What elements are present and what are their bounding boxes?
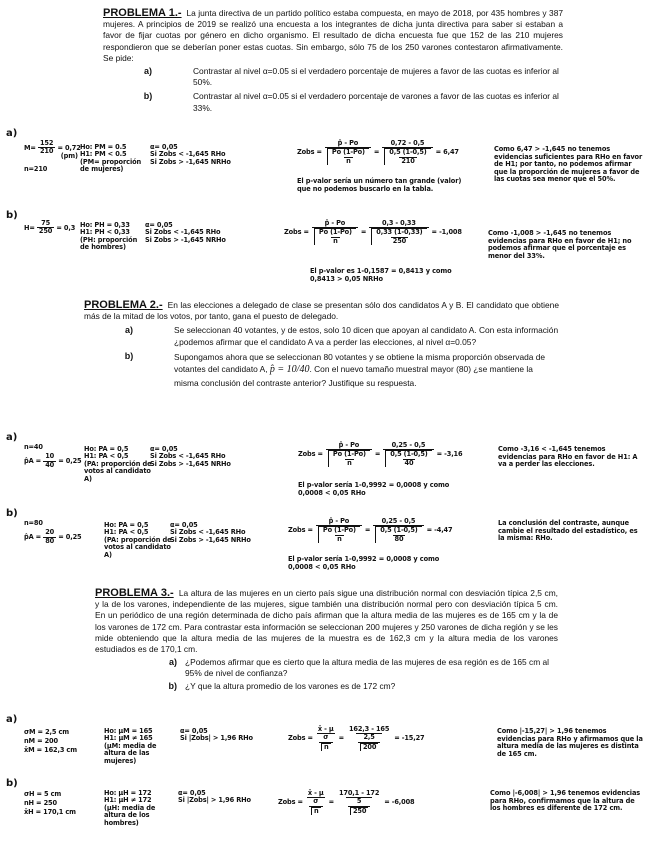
inner-num: Po (1-Po) bbox=[332, 450, 366, 459]
null-hypothesis: Ho: PA = 0,5 bbox=[84, 445, 129, 453]
item-label: b) bbox=[168, 680, 177, 691]
solution-3a-hypotheses bbox=[104, 728, 174, 766]
fraction-denominator: 250 bbox=[38, 227, 53, 236]
decision-rule-2: Si Zobs > -1,645 NRHo bbox=[145, 235, 226, 244]
item-text-part2: . Con el nuevo tamaño muestral mayor (80) ¿se mantiene la misma conclusión del contraste anterior? Justifique su respuesta. bbox=[174, 364, 533, 388]
inner-den-wrap bbox=[319, 742, 333, 751]
inner-num: 5 bbox=[356, 797, 362, 806]
item-label: b) bbox=[124, 350, 134, 361]
alpha: α= 0,05 bbox=[150, 445, 178, 453]
item-label: b) bbox=[143, 91, 153, 102]
solution-3b-formula: Zobs = $\frac{x̄ - \mu}{\frac{\sigma}{n}}$ = $\frac{170,1 - 172}{\frac{5}{250}}$ = -6,008 bbox=[278, 789, 415, 815]
item-label: a) bbox=[168, 657, 177, 668]
solution-1b-formula: Zobs = $\frac{p̂ - Po}{\frac{Po (1-Po)}{n}}$ = $\frac{0,3 - 0,33}{\frac{0,33 (1-0,33)}{250}}$ = -1,008 bbox=[284, 219, 462, 245]
null-hypothesis: Ho: PM = 0.5 bbox=[80, 143, 127, 151]
problem-1-statement bbox=[103, 8, 563, 64]
alt-hypothesis: H1: PH < 0,33 bbox=[80, 228, 130, 237]
formula-numerator: 162,3 - 165 bbox=[348, 725, 390, 733]
solution-2a-data bbox=[24, 444, 81, 469]
formula-general bbox=[316, 518, 362, 543]
hypothesis-note: (μH: media de altura de los hombres) bbox=[104, 803, 156, 827]
item-text: Se seleccionan 40 votantes, y de estos, solo 10 dicen que apoyan al candidato A. Con esta información ¿podemos afirmar que el candidato A va a perder las elecciones, al nivel α=0.05? bbox=[174, 325, 559, 347]
proportion-fraction bbox=[38, 140, 55, 156]
formula-numerator: 0,72 - 0,5 bbox=[390, 139, 425, 147]
formula-denominator bbox=[326, 449, 372, 467]
zobs-result: = -15,27 bbox=[394, 733, 425, 742]
inner-den: n bbox=[333, 236, 338, 245]
inner-num: 0,33 (1-0,33) bbox=[376, 228, 423, 237]
sqrt bbox=[371, 228, 426, 245]
inner-fraction bbox=[331, 451, 368, 467]
sample-size: nM = 200 bbox=[24, 737, 58, 745]
inner-num: σ bbox=[323, 733, 329, 742]
alt-hypothesis: H1: μH ≠ 172 bbox=[104, 796, 152, 805]
alpha: α= 0,05 bbox=[178, 789, 206, 797]
decision-rule-2: Si Zobs > -1,645 NRHo bbox=[150, 157, 231, 166]
problem-1-item-a bbox=[103, 66, 563, 88]
hypothesis-note: (PA: proporción de votos al candidato A) bbox=[104, 535, 172, 559]
problem-3-title: PROBLEMA 3.- bbox=[95, 587, 174, 599]
decision-rule-1: Si |Zobs| > 1,96 RHo bbox=[180, 734, 253, 743]
hypothesis-note: (PA: proporción de votos al candidato A) bbox=[84, 459, 152, 483]
formula-denominator bbox=[346, 797, 372, 815]
solution-1b-label: b) bbox=[6, 210, 18, 221]
inner-fraction bbox=[348, 798, 370, 815]
inner-fraction bbox=[319, 734, 333, 751]
solution-2a-pvalue-note: El p-valor sería 1-0,9992 = 0,0008 y como 0,0008 < 0,05 RHo bbox=[298, 481, 450, 497]
solution-1a-rule bbox=[150, 144, 231, 166]
formula-numerator: 0,25 - 0,5 bbox=[381, 517, 416, 525]
inner-den: n bbox=[337, 534, 342, 543]
proportion-symbol: M= bbox=[24, 143, 36, 152]
solution-1b-data bbox=[24, 220, 75, 236]
inner-fraction bbox=[388, 451, 429, 467]
sample-size: n=80 bbox=[24, 519, 43, 527]
alt-hypothesis: H1: μM ≠ 165 bbox=[104, 734, 153, 743]
inner-den-wrap bbox=[358, 742, 380, 751]
sqrt bbox=[375, 526, 421, 543]
item-text: ¿Y que la altura promedio de los varones es de 172 cm? bbox=[185, 680, 396, 691]
problem-3-intro-rest: típica 2,5 cm, y la de los varones, independiente de las mujeres, sigue también una distribución normal pero con desviación típica 5 cm. En un periódico de una región determinada de dicho país afirman que la altura media de las mujeres es de 165 cm y la de los varones de 172 cm. Para contrastar esta información se seleccionan 200 mujeres y 250 varones de dicha región y se les mide obteniendo que la altura media de las mujeres de la muestra es de 162,3 cm y la altura media de los varones estudiados es de 170,1 cm. bbox=[95, 588, 559, 655]
formula-denominator bbox=[382, 147, 432, 165]
decision-rule-1: Si Zobs < -1,645 RHo bbox=[170, 528, 246, 537]
solution-2a-formula: Zobs = $\frac{p̂ - Po}{\frac{Po (1-Po)}{n}}$ = $\frac{0,25 - 0,5}{\frac{0,5 (1-0,5)}{40}}$ = -3,16 bbox=[298, 441, 463, 467]
problem-3-statement bbox=[95, 588, 558, 655]
formula-denominator bbox=[317, 733, 335, 751]
proportion-value: = 0,25 bbox=[58, 457, 82, 466]
proportion-fraction bbox=[37, 220, 54, 236]
solution-1b-rule bbox=[145, 222, 226, 244]
inner-den: 80 bbox=[394, 534, 404, 543]
fraction-denominator: 40 bbox=[45, 460, 55, 469]
alpha: α= 0,05 bbox=[150, 143, 178, 151]
sample-size: n=40 bbox=[24, 443, 43, 451]
solution-1b-pvalue-note: El p-valor es 1-0,1587 = 0,8413 y como 0,8413 > 0,05 NRHo bbox=[310, 267, 452, 283]
solution-3a-conclusion: Como |-15,27| > 1,96 tenemos evidencias para RHo y afirmamos que la altura media de las mujeres es distinta de 165 cm. bbox=[497, 727, 643, 758]
sqrt: n bbox=[311, 807, 321, 815]
formula-substituted bbox=[347, 726, 391, 751]
decision-rule-2: Si Zobs > -1,645 NRHo bbox=[150, 459, 231, 468]
solution-2b-formula: Zobs = $\frac{p̂ - Po}{\frac{Po (1-Po)}{n}}$ = $\frac{0,25 - 0,5}{\frac{0,5 (1-0,5)}{80}}$ = -4,47 bbox=[288, 517, 453, 543]
solution-3b-data bbox=[24, 790, 76, 817]
null-hypothesis: Ho: PA = 0,5 bbox=[104, 521, 149, 529]
item-text: ¿Podemos afirmar que es cierto que la altura media de las mujeres de esa región es de 165 cm al 95% de nivel de confianza? bbox=[185, 657, 550, 679]
inner-den: 250 bbox=[392, 236, 407, 245]
formula-substituted bbox=[337, 790, 381, 815]
formula-general bbox=[312, 220, 358, 245]
zobs-label: Zobs = bbox=[288, 733, 313, 742]
alpha: α= 0,05 bbox=[170, 521, 198, 529]
fraction-numerator: 152 bbox=[39, 139, 54, 147]
formula-denominator bbox=[356, 733, 382, 751]
sqrt bbox=[328, 450, 370, 467]
alpha: α= 0,05 bbox=[180, 727, 208, 735]
fraction-denominator: 210 bbox=[39, 147, 54, 156]
formula-substituted bbox=[383, 442, 433, 467]
zobs-label: Zobs = bbox=[284, 227, 309, 236]
formula-numerator: x̄ - μ bbox=[317, 725, 334, 733]
solution-2b-rule bbox=[170, 522, 251, 544]
proportion-fraction bbox=[43, 529, 56, 545]
solution-3a-label: a) bbox=[6, 714, 18, 725]
formula-numerator: p̂ - Po bbox=[328, 517, 350, 525]
formula-substituted bbox=[373, 518, 423, 543]
decision-rule-1: Si |Zobs| > 1,96 RHo bbox=[178, 796, 251, 805]
proportion-symbol: p̂A = bbox=[24, 457, 42, 466]
solution-2b-conclusion: La conclusión del contraste, aunque cambie el resultado del estadístico, es la misma: RHo. bbox=[498, 519, 638, 543]
proportion-symbol: H= bbox=[24, 223, 35, 232]
formula-denominator bbox=[369, 227, 428, 245]
sqrt: 200 bbox=[360, 743, 378, 751]
inner-num: σ bbox=[313, 797, 319, 806]
formula-numerator: p̂ - Po bbox=[337, 139, 359, 147]
problem-3-item-a bbox=[95, 657, 558, 679]
proportion-tag: (pm) bbox=[60, 151, 78, 160]
solution-3a-rule bbox=[180, 728, 253, 743]
inner-fraction bbox=[358, 734, 380, 751]
zobs-label: Zobs = bbox=[278, 797, 303, 806]
proportion-symbol: p̂A = bbox=[24, 533, 42, 542]
problem-1-title: PROBLEMA 1.- bbox=[103, 7, 182, 19]
solution-3b-label: b) bbox=[6, 778, 18, 789]
solution-1a-conclusion: Como 6,47 > -1,645 no tenemos evidencias suficientes para RHo en favor de H1; por tanto, no podemos afirmar que la proporción de mujeres a favor de las cuotas sea menor que el 50%. bbox=[494, 145, 643, 184]
sample-mean: x̄M = 162,3 cm bbox=[24, 746, 77, 754]
formula-general bbox=[316, 726, 336, 751]
inner-den: 40 bbox=[404, 458, 414, 467]
inner-den-wrap bbox=[348, 806, 370, 815]
sigma: σH = 5 cm bbox=[24, 790, 62, 798]
inner-num: Po (1-Po) bbox=[322, 526, 356, 535]
inner-fraction bbox=[321, 527, 358, 543]
inner-fraction bbox=[378, 527, 419, 543]
formula-general bbox=[306, 790, 326, 815]
decision-rule-1: Si Zobs < -1,645 RHo bbox=[150, 150, 226, 159]
solution-1a-formula: Zobs = $\frac{p̂ - Po}{\frac{Po (1-Po)}{n}}$ = $\frac{0,72 - 0,5}{\frac{0,5 (1-0,5)}{210}}$ = 6,47 bbox=[297, 139, 459, 165]
solution-2b-label: b) bbox=[6, 508, 18, 519]
item-text-part1: Supongamos ahora que se seleccionan 80 votantes y se obtiene la misma proporción observada de votantes del candidato A, bbox=[174, 351, 546, 375]
inner-num: 0,5 (1-0,5) bbox=[389, 148, 427, 157]
sqrt bbox=[384, 148, 430, 165]
zobs-result: = 6,47 bbox=[435, 147, 459, 156]
hypothesis-note: (μM: media de altura de las mujeres) bbox=[104, 741, 157, 765]
problem-2-item-a bbox=[84, 325, 559, 347]
null-hypothesis: Ho: μM = 165 bbox=[104, 727, 153, 735]
fraction-numerator: 75 bbox=[41, 219, 51, 227]
inner-num: Po (1-Po) bbox=[331, 148, 365, 157]
decision-rule-1: Si Zobs < -1,645 RHo bbox=[145, 228, 221, 237]
formula-denominator bbox=[325, 147, 371, 165]
formula-general bbox=[326, 442, 372, 467]
null-hypothesis: Ho: μH = 172 bbox=[104, 789, 152, 797]
solution-2a-hypotheses bbox=[84, 446, 154, 484]
problem-2-statement bbox=[84, 300, 559, 322]
formula-numerator: p̂ - Po bbox=[338, 441, 360, 449]
formula-substituted bbox=[369, 220, 428, 245]
alt-hypothesis: H1: PA < 0,5 bbox=[84, 452, 129, 461]
sigma: σM = 2,5 cm bbox=[24, 728, 69, 736]
inner-num: 2,5 bbox=[363, 733, 375, 742]
problem-1 bbox=[103, 8, 563, 114]
inner-num: 0,5 (1-0,5) bbox=[380, 526, 418, 535]
inner-fraction bbox=[317, 229, 354, 245]
item-text bbox=[174, 351, 559, 390]
item-label: a) bbox=[124, 325, 133, 336]
solution-2b-data bbox=[24, 520, 81, 545]
solution-1b-hypotheses bbox=[80, 222, 140, 252]
zobs-result: = -4,47 bbox=[426, 525, 453, 534]
problem-2-intro-first: En las elecciones a delegado de clase se presentan sólo dos candidatos A y B. El bbox=[167, 300, 474, 310]
sqrt bbox=[327, 148, 369, 165]
inner-den: n bbox=[347, 458, 352, 467]
zobs-result: = -1,008 bbox=[431, 227, 462, 236]
item-text: Contrastar al nivel α=0.05 si el verdadero porcentaje de mujeres a favor de las cuotas es inferior al 50%. bbox=[193, 66, 559, 88]
solution-2b-pvalue-note: El p-valor sería 1-0,9992 = 0,0008 y como 0,0008 < 0,05 RHo bbox=[288, 555, 440, 571]
hypothesis-note: (PM= proporción de mujeres) bbox=[80, 157, 142, 174]
solution-2b-hypotheses bbox=[104, 522, 174, 560]
sample-mean: x̄H = 170,1 cm bbox=[24, 808, 76, 816]
solution-3b-conclusion: Como |-6,008| > 1,96 tenemos evidencias para RHo, confirmamos que la altura de los hombres es diferente de 172 cm. bbox=[490, 789, 641, 813]
inner-den-wrap bbox=[309, 806, 323, 815]
inner-fraction bbox=[374, 229, 424, 245]
solution-2a-label: a) bbox=[6, 432, 18, 443]
problem-2-item-b bbox=[84, 351, 559, 390]
solution-1a-label: a) bbox=[6, 128, 18, 139]
inner-num: 0,5 (1-0,5) bbox=[390, 450, 428, 459]
problem-1-intro-rest: hombres y 387 mujeres. A principios de 2019 se realizó una encuesta a los integrantes de dicha junta directiva para saber si estaban a favor de fijar cuotas por género en dicho organismo. El resultado de dicha encuesta fue que 152 de las 210 mujeres respondieron que se deberían poner estas cuotas. Sin embargo, sólo 75 de los 250 varones contestaron afirmativamente. Se pide: bbox=[103, 8, 564, 63]
solution-2a-conclusion: Como -3,16 < -1,645 tenemos evidencias para RHo en favor de H1: A va a perder las elecciones. bbox=[498, 445, 638, 469]
solution-1a-hypotheses bbox=[80, 144, 145, 174]
zobs-label: Zobs = bbox=[288, 525, 313, 534]
formula-numerator: 0,3 - 0,33 bbox=[382, 219, 416, 227]
fraction-numerator: 20 bbox=[45, 528, 55, 537]
alpha: α= 0,05 bbox=[145, 221, 173, 229]
zobs-label: Zobs = bbox=[297, 147, 322, 156]
item-formula: p̂ = 10/40 bbox=[269, 364, 310, 376]
formula-numerator: x̄ - μ bbox=[307, 789, 324, 797]
inner-num: Po (1-Po) bbox=[318, 228, 352, 237]
inner-den: 210 bbox=[401, 156, 415, 165]
sqrt bbox=[314, 228, 356, 245]
formula-numerator: p̂ - Po bbox=[324, 219, 346, 227]
problem-1-item-b bbox=[103, 91, 563, 113]
decision-rule-2: Si Zobs > -1,645 NRHo bbox=[170, 535, 251, 544]
fraction-denominator: 80 bbox=[45, 536, 55, 545]
problem-1-intro-first: La junta directiva de un partido político estaba compuesta, en mayo de 2018, por 435 bbox=[186, 8, 505, 18]
zobs-result: = -3,16 bbox=[436, 449, 463, 458]
proportion-value: = 0,3 bbox=[56, 223, 76, 232]
solution-1b-conclusion: Como -1,008 > -1,645 no tenemos evidencias para RHo en favor de H1; no podemos afirmar que el porcentaje es menor del 33%. bbox=[488, 229, 632, 260]
sqrt: n bbox=[321, 743, 331, 751]
problem-3-intro-first: La altura de las mujeres en un cierto país sigue una distribución normal con desviación bbox=[178, 588, 506, 598]
formula-numerator: 0,25 - 0,5 bbox=[391, 441, 426, 449]
formula-denominator bbox=[312, 227, 358, 245]
alt-hypothesis: H1: PA < 0,5 bbox=[104, 528, 149, 537]
solution-3a-formula: Zobs = $\frac{x̄ - \mu}{\frac{\sigma}{n}}$ = $\frac{162,3 - 165}{\frac{2,5}{200}}$ = -15,27 bbox=[288, 725, 425, 751]
formula-denominator bbox=[316, 525, 362, 543]
item-label: a) bbox=[143, 66, 152, 77]
inner-fraction bbox=[330, 149, 367, 165]
sqrt bbox=[318, 526, 360, 543]
solution-1a-n: n=210 bbox=[24, 165, 48, 173]
decision-rule-1: Si Zobs < -1,645 RHo bbox=[150, 452, 226, 461]
problem-3-item-b bbox=[95, 681, 558, 692]
solution-3b-rule bbox=[178, 790, 251, 805]
inner-fraction bbox=[309, 798, 323, 815]
sqrt bbox=[385, 450, 431, 467]
zobs-label: Zobs = bbox=[298, 449, 323, 458]
formula-denominator bbox=[383, 449, 433, 467]
item-text: Contrastar al nivel α=0.05 si el verdadero porcentaje de varones a favor de las cuotas es inferior al 33%. bbox=[193, 91, 559, 113]
hypothesis-note: (PH: proporción de hombres) bbox=[80, 235, 138, 252]
inner-fraction bbox=[387, 149, 428, 165]
solution-2a-rule bbox=[150, 446, 231, 468]
solution-1a-pvalue-note: El p-valor sería un número tan grande (valor) que no podemos buscarlo en la tabla. bbox=[297, 177, 462, 193]
problem-2-title: PROBLEMA 2.- bbox=[84, 299, 163, 311]
proportion-value: = 0,72 bbox=[57, 143, 81, 152]
fraction-numerator: 10 bbox=[45, 452, 55, 461]
sample-size: nH = 250 bbox=[24, 799, 57, 807]
formula-denominator bbox=[373, 525, 423, 543]
formula-denominator bbox=[307, 797, 325, 815]
formula-general bbox=[325, 140, 371, 165]
zobs-result: = -6,008 bbox=[384, 797, 415, 806]
problem-2-intro-rest: candidato que obtiene más de la mitad de los votos, por tanto, gana el puesto de delegado. bbox=[84, 300, 559, 322]
problem-3 bbox=[95, 588, 558, 692]
proportion-fraction bbox=[43, 453, 56, 469]
inner-den: n bbox=[346, 156, 351, 165]
problem-2 bbox=[84, 300, 559, 390]
solution-3a-data bbox=[24, 728, 77, 755]
alt-hypothesis: H1: PM < 0.5 bbox=[80, 150, 127, 159]
solution-3b-hypotheses bbox=[104, 790, 176, 828]
formula-numerator: 170,1 - 172 bbox=[338, 789, 380, 797]
sqrt: 250 bbox=[350, 807, 368, 815]
formula-substituted bbox=[382, 140, 432, 165]
proportion-value: = 0,25 bbox=[58, 533, 82, 542]
null-hypothesis: Ho: PH = 0,33 bbox=[80, 221, 130, 229]
